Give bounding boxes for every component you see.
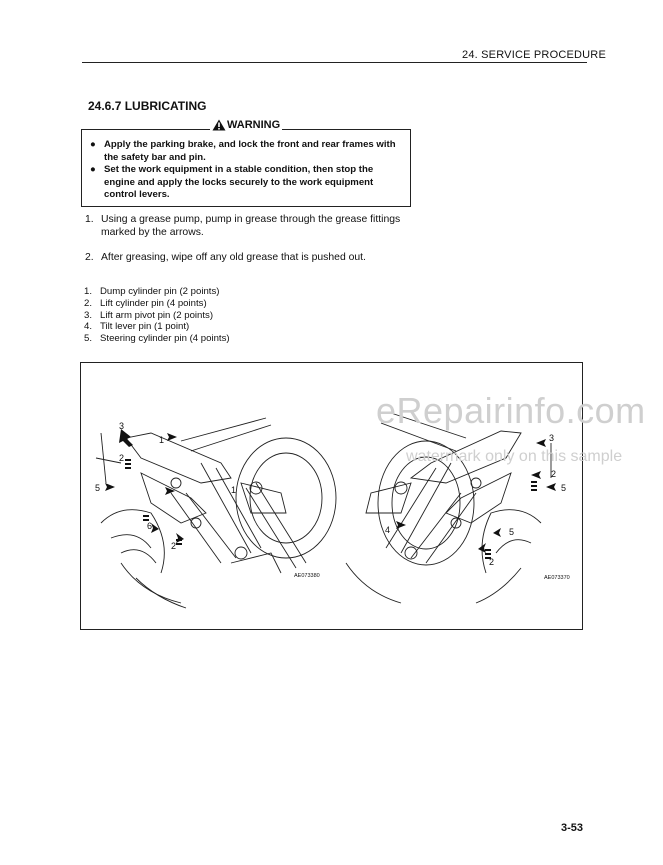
step-text: After greasing, wipe off any old grease that is pushed out. (101, 252, 366, 263)
callout-left-1b: 1 (231, 485, 237, 495)
figure-id-left: AE073380 (294, 573, 320, 579)
part-number: 1. (84, 286, 93, 297)
section-title: 24.6.7 LUBRICATING (88, 99, 207, 113)
part-text: Dump cylinder pin (2 points) (100, 286, 220, 297)
callout-right-2b: 2 (489, 557, 495, 567)
part-item (84, 321, 230, 333)
callout-left-1: 1 (159, 435, 165, 445)
warning-heading (210, 119, 282, 131)
part-number: 3. (84, 309, 93, 321)
section-header: 24. SERVICE PROCEDURE (462, 49, 606, 61)
part-text: Tilt lever pin (1 point) (100, 321, 190, 333)
parts-list (84, 286, 230, 345)
warning-triangle-icon (212, 119, 226, 131)
callout-left-2b: 2 (171, 541, 177, 551)
watermark-brand: eRepairinfo.com (376, 390, 646, 431)
step-item (85, 213, 415, 239)
warning-text: Set the work equipment in a stable condition, then stop the engine and apply the locks securely to the work equipment control levers. (104, 164, 374, 200)
callout-left-3: 3 (119, 421, 125, 431)
warning-list (88, 139, 406, 202)
part-number: 2. (84, 297, 93, 309)
part-text: Lift cylinder pin (4 points) (100, 297, 207, 309)
part-item (84, 286, 230, 298)
figure-id-right: AE073370 (544, 575, 570, 581)
warning-item (88, 164, 406, 202)
step-text: Using a grease pump, pump in grease through the grease fittings marked by the arrows. (101, 214, 401, 238)
header-rule (82, 62, 587, 63)
page-number: 3-53 (561, 822, 584, 834)
callout-left-5: 5 (95, 483, 101, 493)
part-number: 4. (84, 321, 93, 333)
watermark-note: watermark only on this sample (406, 448, 623, 465)
callout-left-6: 6 (147, 521, 153, 531)
step-number: 1. (85, 214, 94, 225)
step-number: 2. (85, 252, 94, 263)
part-text: Lift arm pivot pin (2 points) (100, 309, 214, 321)
callout-right-2: 2 (551, 469, 557, 479)
callout-right-5b: 5 (509, 527, 515, 537)
bullet-icon: ● (90, 164, 96, 175)
warning-item (88, 139, 406, 164)
callout-left-2: 2 (119, 453, 125, 463)
callout-right-5: 5 (561, 483, 567, 493)
part-item (84, 310, 230, 322)
step-item (85, 251, 415, 264)
warning-text: Apply the parking brake, and lock the front and rear frames with the safety bar and pin. (104, 139, 396, 163)
part-item (84, 333, 230, 345)
callout-right-4: 4 (385, 525, 391, 535)
warning-heading-text: WARNING (227, 119, 281, 131)
callout-right-3: 3 (549, 433, 555, 443)
part-text: Steering cylinder pin (4 points) (100, 333, 230, 345)
part-number: 5. (84, 333, 93, 345)
bullet-icon: ● (90, 139, 96, 150)
part-item (84, 298, 230, 310)
